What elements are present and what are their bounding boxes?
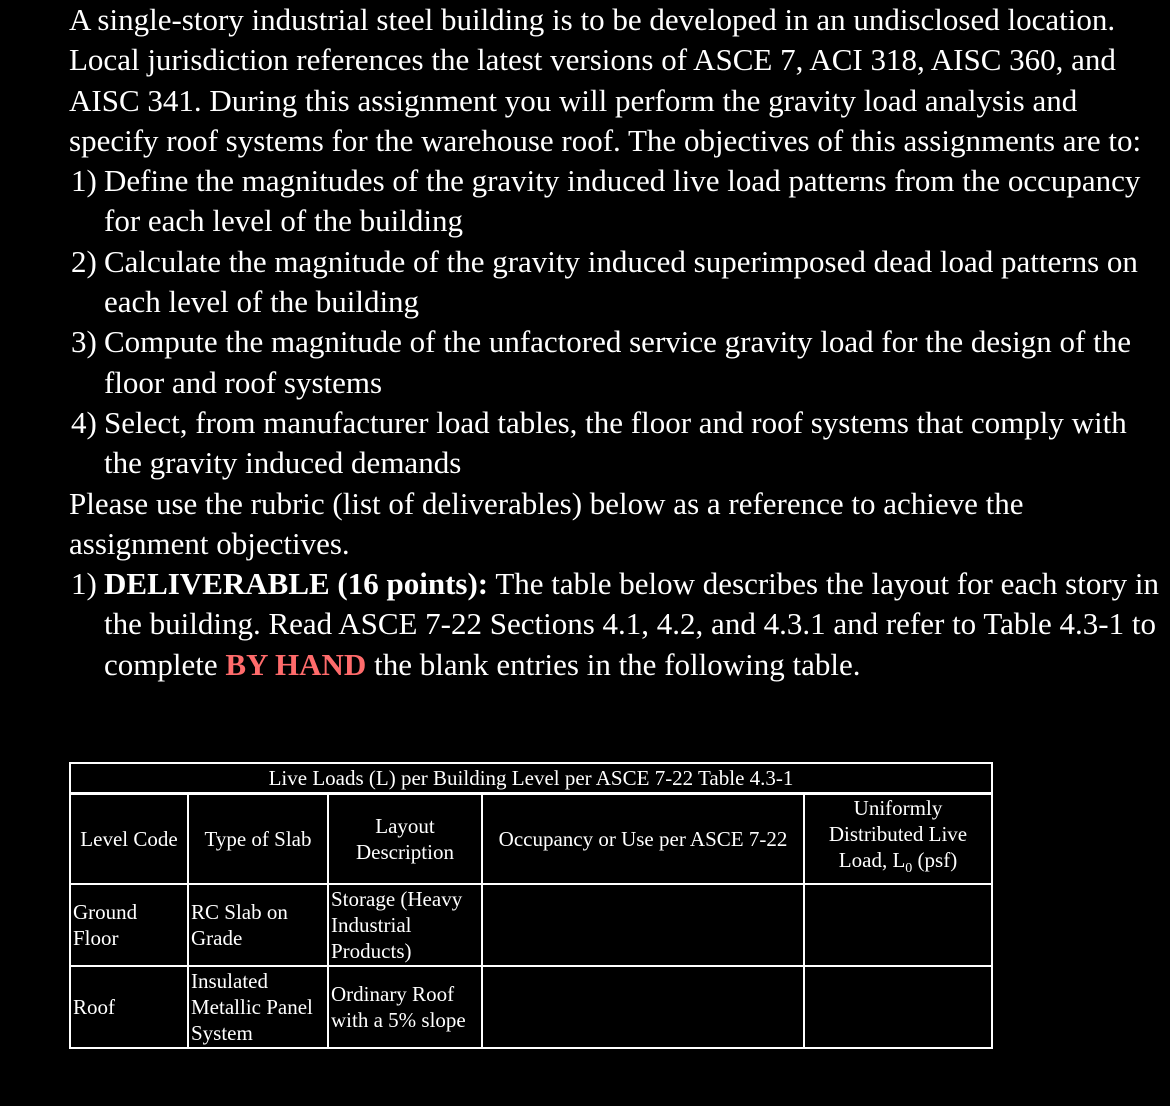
cell-level: Roof bbox=[70, 966, 188, 1048]
cell-level: Ground Floor bbox=[70, 884, 188, 966]
objectives-list bbox=[69, 161, 1159, 483]
objective-number: 4) bbox=[71, 404, 97, 440]
objective-item bbox=[69, 322, 1159, 403]
header-type-of-slab: Type of Slab bbox=[188, 794, 328, 885]
deliverable-text-before: The table below describes the layout for each story in the building. Read ASCE 7-22 Sections 4.1, 4.2, and 4.3.1 and refer to Table 4.3-1 to complete bbox=[104, 566, 1159, 682]
cell-layout: Ordinary Roof with a 5% slope bbox=[328, 966, 482, 1048]
objective-text: Compute the magnitude of the unfactored service gravity load for the design of the floor and roof systems bbox=[104, 324, 1131, 400]
cell-live-load-blank[interactable] bbox=[804, 884, 992, 966]
live-loads-table bbox=[69, 762, 993, 1049]
deliverable-title: DELIVERABLE (16 points): bbox=[104, 566, 489, 602]
objective-text: Calculate the magnitude of the gravity induced superimposed dead load patterns on each level of the building bbox=[104, 243, 1138, 320]
cell-slab: RC Slab on Grade bbox=[188, 884, 328, 966]
cell-occupancy-blank[interactable] bbox=[482, 966, 804, 1048]
objective-number: 1) bbox=[71, 163, 97, 199]
cell-slab: Insulated Metallic Panel System bbox=[188, 966, 328, 1048]
deliverable-emphasis: BY HAND bbox=[225, 646, 367, 682]
cell-live-load-blank[interactable] bbox=[804, 966, 992, 1048]
header-live-load-unit: (psf) bbox=[912, 848, 958, 873]
objective-item bbox=[69, 242, 1159, 323]
header-layout-description: Layout Description bbox=[328, 794, 482, 885]
objective-text: Select, from manufacturer load tables, the floor and roof systems that comply with the gravity induced demands bbox=[104, 404, 1127, 481]
header-live-load bbox=[804, 794, 992, 885]
header-live-load-text: Uniformly Distributed Live Load, L bbox=[828, 796, 968, 873]
cell-layout: Storage (Heavy Industrial Products) bbox=[328, 884, 482, 966]
objective-item bbox=[69, 403, 1159, 484]
header-occupancy: Occupancy or Use per ASCE 7-22 bbox=[482, 794, 804, 885]
rubric-note: Please use the rubric (list of deliverables) below as a reference to achieve the assignment objectives. bbox=[69, 485, 1024, 561]
table-row bbox=[70, 884, 992, 966]
objective-item bbox=[69, 161, 1159, 242]
deliverable-number: 1) bbox=[71, 566, 97, 602]
objective-number: 2) bbox=[71, 243, 97, 279]
objective-text: Define the magnitudes of the gravity induced live load patterns from the occupancy for each level of the building bbox=[104, 163, 1141, 239]
table-caption: Live Loads (L) per Building Level per ASCE 7-22 Table 4.3-1 bbox=[70, 763, 992, 794]
cell-occupancy-blank[interactable] bbox=[482, 884, 804, 966]
deliverable-text-after: the blank entries in the following table. bbox=[366, 646, 861, 682]
intro-paragraph: A single-story industrial steel building is to be developed in an undisclosed location. Local jurisdiction references the latest versions of ASCE 7, ACI 318, AISC 360, and AISC 341. During this assignment you will perform the gravity load analysis and specify roof systems for the warehouse roof. The objectives of this assignments are to: bbox=[69, 2, 1142, 158]
header-live-load-subscript: 0 bbox=[905, 861, 913, 877]
assignment-document bbox=[69, 0, 1159, 685]
header-level-code: Level Code bbox=[70, 794, 188, 885]
objective-number: 3) bbox=[71, 324, 97, 360]
deliverable-item bbox=[69, 564, 1159, 685]
table-row bbox=[70, 966, 992, 1048]
